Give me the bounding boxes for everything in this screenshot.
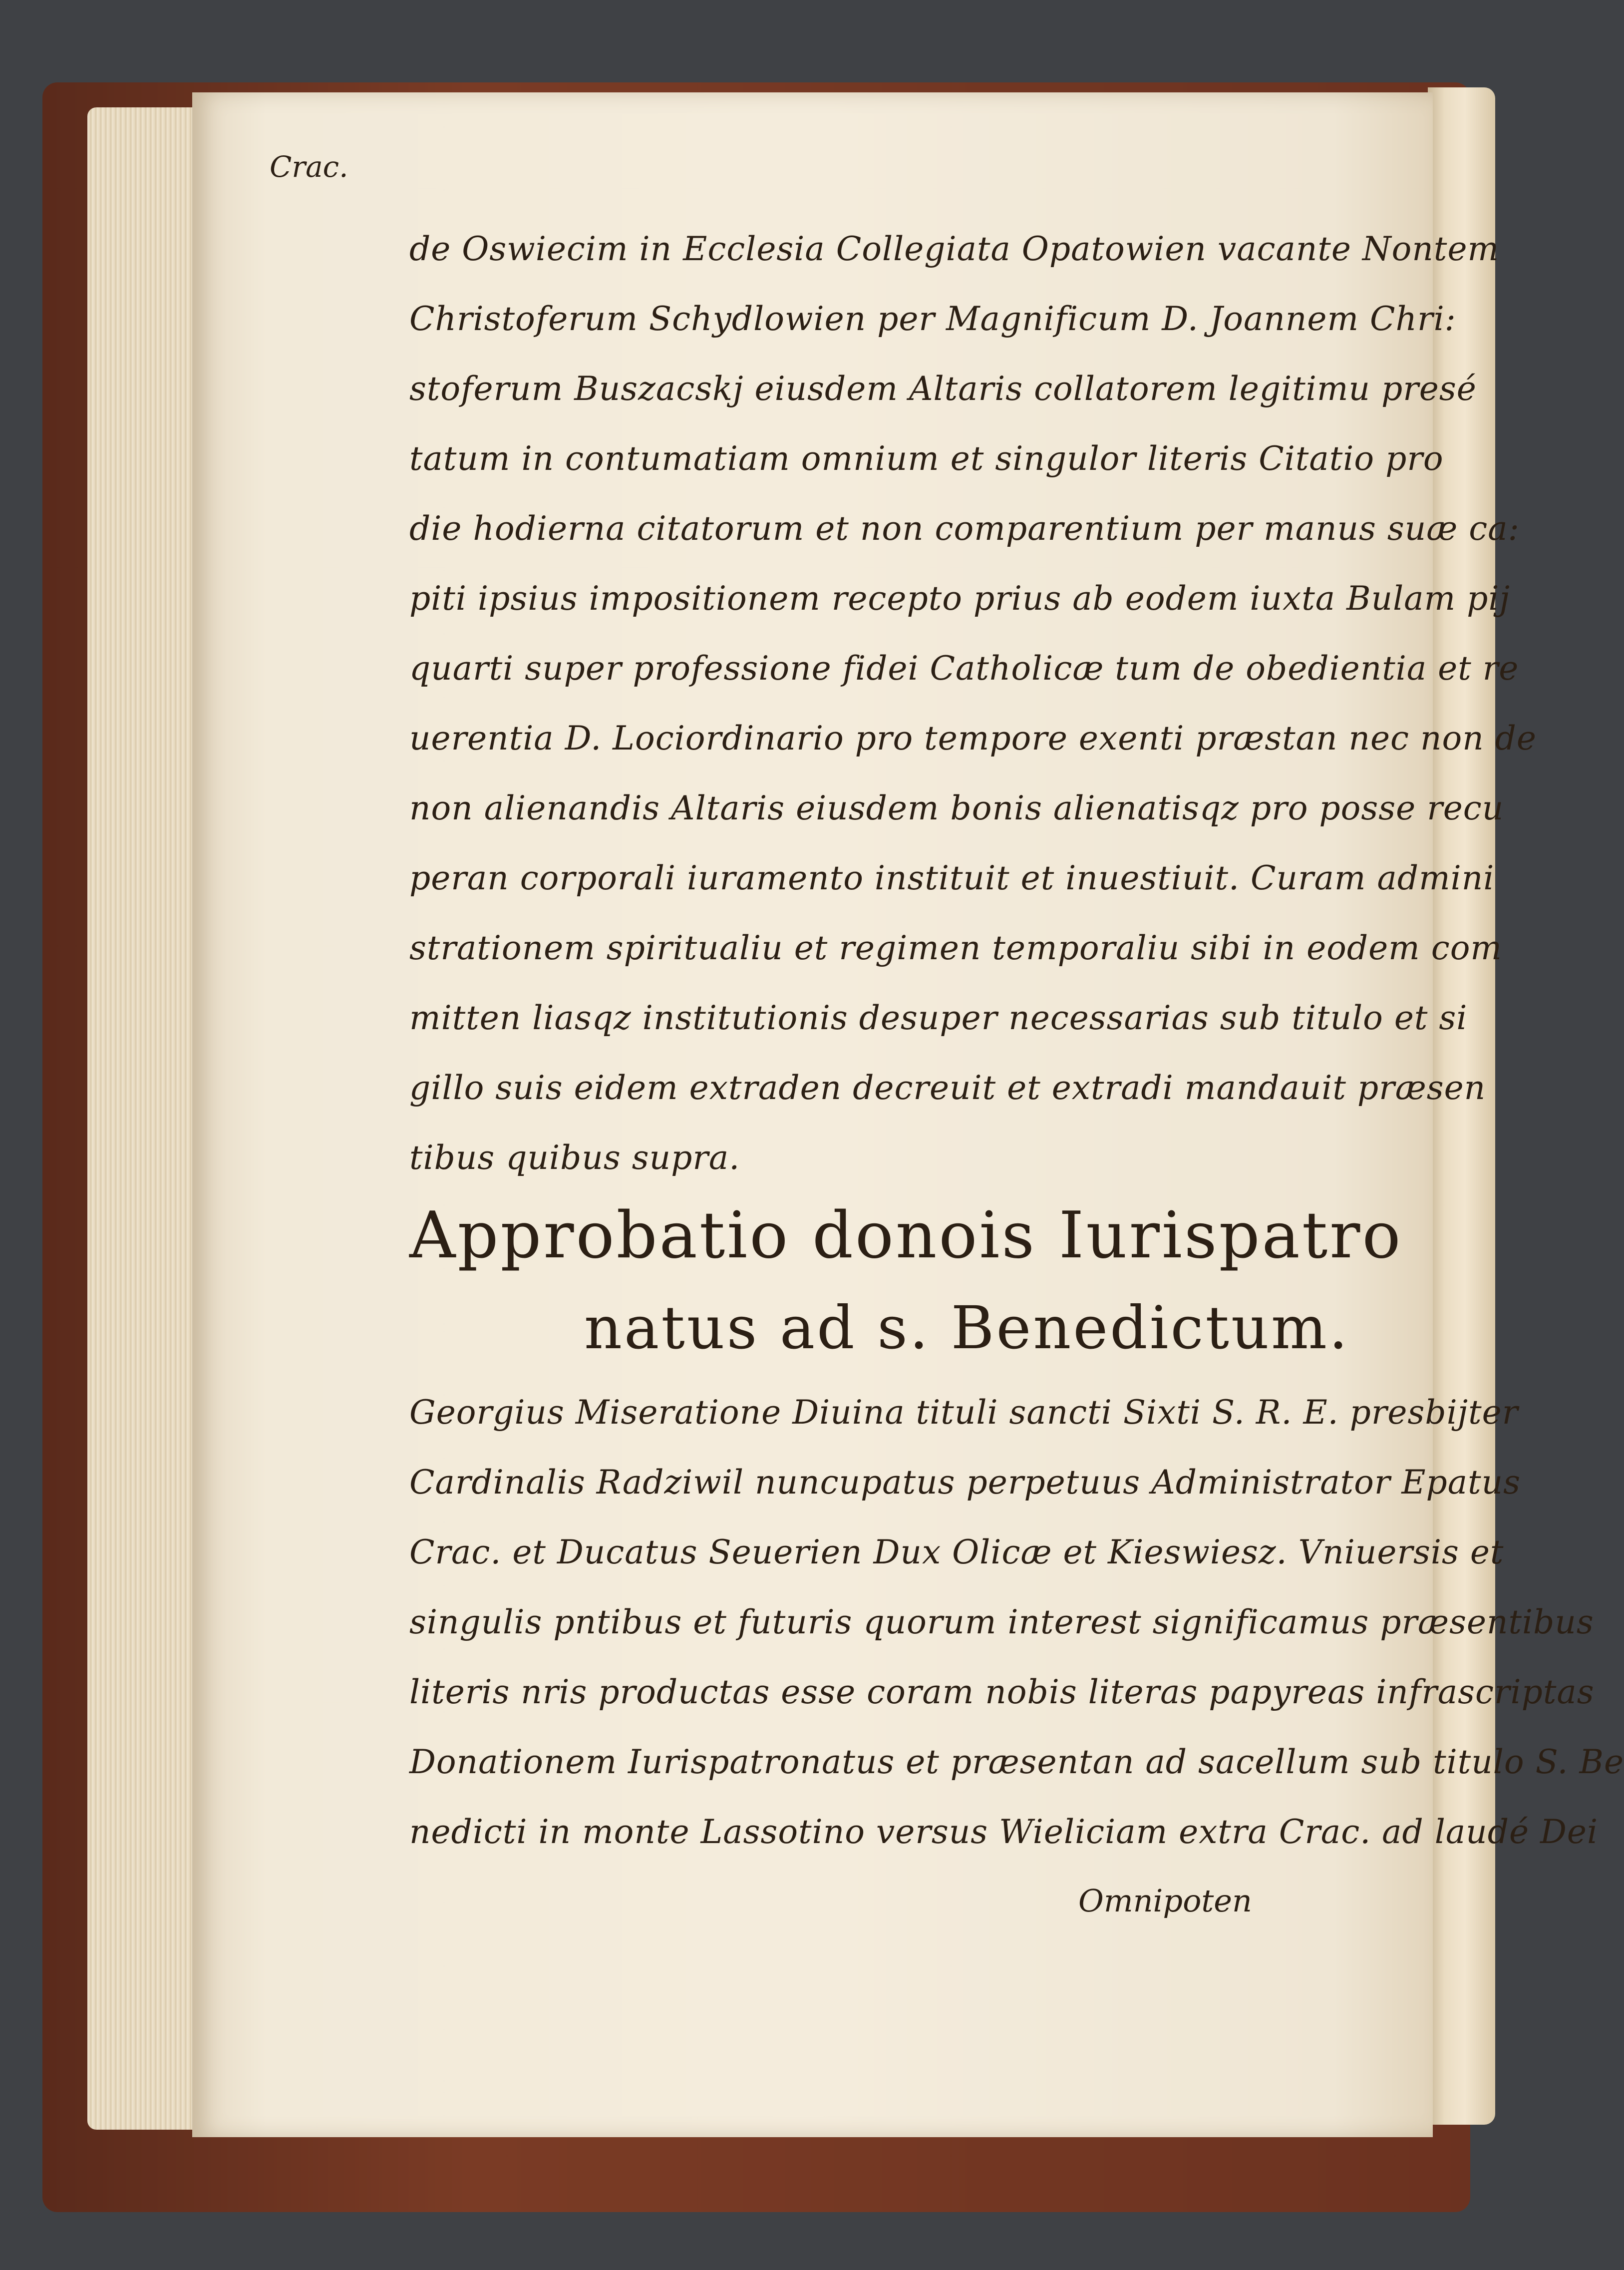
text-line: piti ipsius impositionem recepto prius ab eodem iuxta Bulam pij bbox=[409, 579, 1510, 618]
text-line: de Oswiecim in Ecclesia Collegiata Opatowien vacante Nontem bbox=[409, 230, 1500, 268]
text-line: Donationem Iurispatronatus et præsentan ad sacellum sub titulo S. Be bbox=[409, 1743, 1624, 1781]
section-heading: natus ad s. Benedictum. bbox=[584, 1293, 1350, 1362]
text-line: singulis pntibus et futuris quorum interest significamus præsentibus bbox=[409, 1603, 1594, 1641]
text-line: stoferum Buszacskj eiusdem Altaris collatorem legitimu presé bbox=[409, 370, 1477, 408]
text-line: quarti super professione fidei Catholicæ tum de obedientia et re bbox=[409, 649, 1519, 688]
text-line: nedicti in monte Lassotino versus Wieliciam extra Crac. ad laudé Dei bbox=[409, 1813, 1599, 1851]
section-heading: Approbatio donois Iurispatro bbox=[409, 1198, 1403, 1273]
text-line: Georgius Miseratione Diuina tituli sancti Sixti S. R. E. presbijter bbox=[409, 1393, 1519, 1432]
text-line: strationem spiritualiu et regimen temporaliu sibi in eodem com bbox=[409, 929, 1503, 967]
text-line: gillo suis eidem extraden decreuit et extradi mandauit præsen bbox=[409, 1069, 1486, 1107]
text-line: tibus quibus supra. bbox=[409, 1138, 740, 1177]
text-line: die hodierna citatorum et non comparentium per manus suæ ca: bbox=[409, 509, 1520, 548]
text-line: uerentia D. Lociordinario pro tempore exenti præstan nec non de bbox=[409, 719, 1537, 757]
text-line: Crac. et Ducatus Seuerien Dux Olicæ et Kieswiesz. Vniuersis et bbox=[409, 1533, 1504, 1571]
text-line: non alienandis Altaris eiusdem bonis alienatisqz pro posse recu bbox=[409, 789, 1504, 827]
text-line: Cardinalis Radziwil nuncupatus perpetuus Administrator Epatus bbox=[409, 1463, 1521, 1502]
page-stack bbox=[87, 107, 207, 2130]
text-line: Christoferum Schydlowien per Magnificum D. Joannem Chri: bbox=[409, 300, 1456, 338]
catchword: Omnipoten bbox=[1078, 1883, 1252, 1919]
text-line: literis nris productas esse coram nobis literas papyreas infrascriptas bbox=[409, 1673, 1595, 1711]
text-line: tatum in contumatiam omnium et singulor literis Citatio pro bbox=[409, 439, 1444, 478]
margin-note: Crac. bbox=[270, 150, 348, 184]
text-line: peran corporali iuramento instituit et inuestiuit. Curam admini bbox=[409, 859, 1495, 897]
text-line: mitten liasqz institutionis desuper necessarias sub titulo et si bbox=[409, 999, 1468, 1037]
